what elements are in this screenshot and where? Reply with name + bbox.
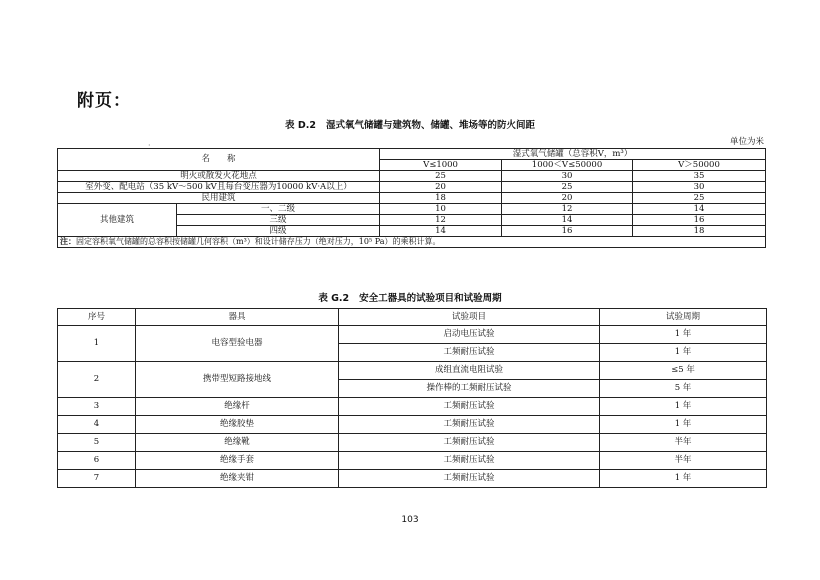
- test-period: 半年: [600, 434, 767, 452]
- cell: 30: [633, 182, 766, 193]
- stray-mark: ·: [148, 141, 151, 150]
- row-number: 3: [58, 398, 136, 416]
- row-name: 四级: [177, 226, 380, 237]
- cell: 14: [633, 204, 766, 215]
- header-tool: 器具: [136, 309, 339, 326]
- test-item: 操作棒的工频耐压试验: [339, 380, 600, 398]
- row-number: 2: [58, 362, 136, 398]
- row-name: 明火或散发火花地点: [58, 171, 380, 182]
- header-name: 名 称: [58, 149, 380, 171]
- note-label: 注：: [60, 237, 76, 246]
- header-period: 试验周期: [600, 309, 767, 326]
- test-item: 成组直流电阻试验: [339, 362, 600, 380]
- tool-name: 绝缘靴: [136, 434, 339, 452]
- table-d2: [57, 148, 766, 248]
- table-row: [58, 193, 766, 204]
- test-period: 1 年: [600, 326, 767, 344]
- test-period: 半年: [600, 452, 767, 470]
- table-g2: [57, 308, 767, 488]
- test-period: ≤5 年: [600, 362, 767, 380]
- row-number: 6: [58, 452, 136, 470]
- table-g2-caption: [0, 290, 820, 304]
- tool-name: 绝缘手套: [136, 452, 339, 470]
- table-row: [58, 470, 767, 488]
- cell: 25: [502, 182, 633, 193]
- cell: 16: [502, 226, 633, 237]
- row-name: 一、二级: [177, 204, 380, 215]
- row-name: 三级: [177, 215, 380, 226]
- cell: 35: [633, 171, 766, 182]
- test-period: 1 年: [600, 344, 767, 362]
- test-item: 工频耐压试验: [339, 398, 600, 416]
- table-row: [58, 171, 766, 182]
- header-col: V≤1000: [380, 160, 502, 171]
- cell: 16: [633, 215, 766, 226]
- table-row: [58, 398, 767, 416]
- row-number: 1: [58, 326, 136, 362]
- test-item: 工频耐压试验: [339, 452, 600, 470]
- table-row: [58, 452, 767, 470]
- table-row: [58, 182, 766, 193]
- appendix-heading: 附页：: [77, 91, 131, 111]
- header-col: V＞50000: [633, 160, 766, 171]
- row-name: 室外变、配电站（35 kV～500 kV且每台变压器为10000 kV·A以上）: [58, 182, 380, 193]
- cell: 10: [380, 204, 502, 215]
- row-number: 4: [58, 416, 136, 434]
- cell: 12: [380, 215, 502, 226]
- test-item: 工频耐压试验: [339, 344, 600, 362]
- header-group: 湿式氧气储罐（总容积V，m³）: [380, 149, 766, 160]
- tool-name: 绝缘胶垫: [136, 416, 339, 434]
- table-row: [58, 416, 767, 434]
- test-period: 1 年: [600, 398, 767, 416]
- test-period: 5 年: [600, 380, 767, 398]
- header-col: 1000＜V≤50000: [502, 160, 633, 171]
- cell: 25: [633, 193, 766, 204]
- note-text: 固定容积氧气储罐的总容积按储罐几何容积（m³）和设计储存压力（绝对压力，10⁵ Pa）的乘积计算。: [76, 237, 441, 246]
- page-number: 103: [401, 515, 419, 525]
- cell: 18: [380, 193, 502, 204]
- row-number: 5: [58, 434, 136, 452]
- other-buildings-label: 其他建筑: [58, 204, 177, 237]
- test-period: 1 年: [600, 470, 767, 488]
- cell: 14: [380, 226, 502, 237]
- test-item: 工频耐压试验: [339, 434, 600, 452]
- row-number: 7: [58, 470, 136, 488]
- test-item: 工频耐压试验: [339, 416, 600, 434]
- header-no: 序号: [58, 309, 136, 326]
- cell: 25: [380, 171, 502, 182]
- cell: 14: [502, 215, 633, 226]
- table-d2-title: 湿式氧气储罐与建筑物、储罐、堆场等的防火间距: [325, 120, 535, 131]
- table-note: [58, 237, 766, 248]
- table-row: [58, 326, 767, 344]
- unit-label: 单位为米: [729, 137, 764, 147]
- table-g2-title: 安全工器具的试验项目和试验周期: [359, 293, 502, 304]
- test-item: 启动电压试验: [339, 326, 600, 344]
- tool-name: 绝缘杆: [136, 398, 339, 416]
- cell: 18: [633, 226, 766, 237]
- header-item: 试验项目: [339, 309, 600, 326]
- table-row: [58, 434, 767, 452]
- cell: 20: [380, 182, 502, 193]
- table-row: [58, 204, 766, 215]
- tool-name: 绝缘夹钳: [136, 470, 339, 488]
- table-d2-number: 表 D.2: [285, 120, 316, 131]
- table-g2-number: 表 G.2: [318, 293, 350, 304]
- tool-name: 电容型验电器: [136, 326, 339, 362]
- row-name: 民用建筑: [58, 193, 380, 204]
- test-item: 工频耐压试验: [339, 470, 600, 488]
- cell: 12: [502, 204, 633, 215]
- test-period: 1 年: [600, 416, 767, 434]
- tool-name: 携带型短路接地线: [136, 362, 339, 398]
- cell: 30: [502, 171, 633, 182]
- table-d2-caption: [0, 117, 820, 131]
- cell: 20: [502, 193, 633, 204]
- table-row: [58, 362, 767, 380]
